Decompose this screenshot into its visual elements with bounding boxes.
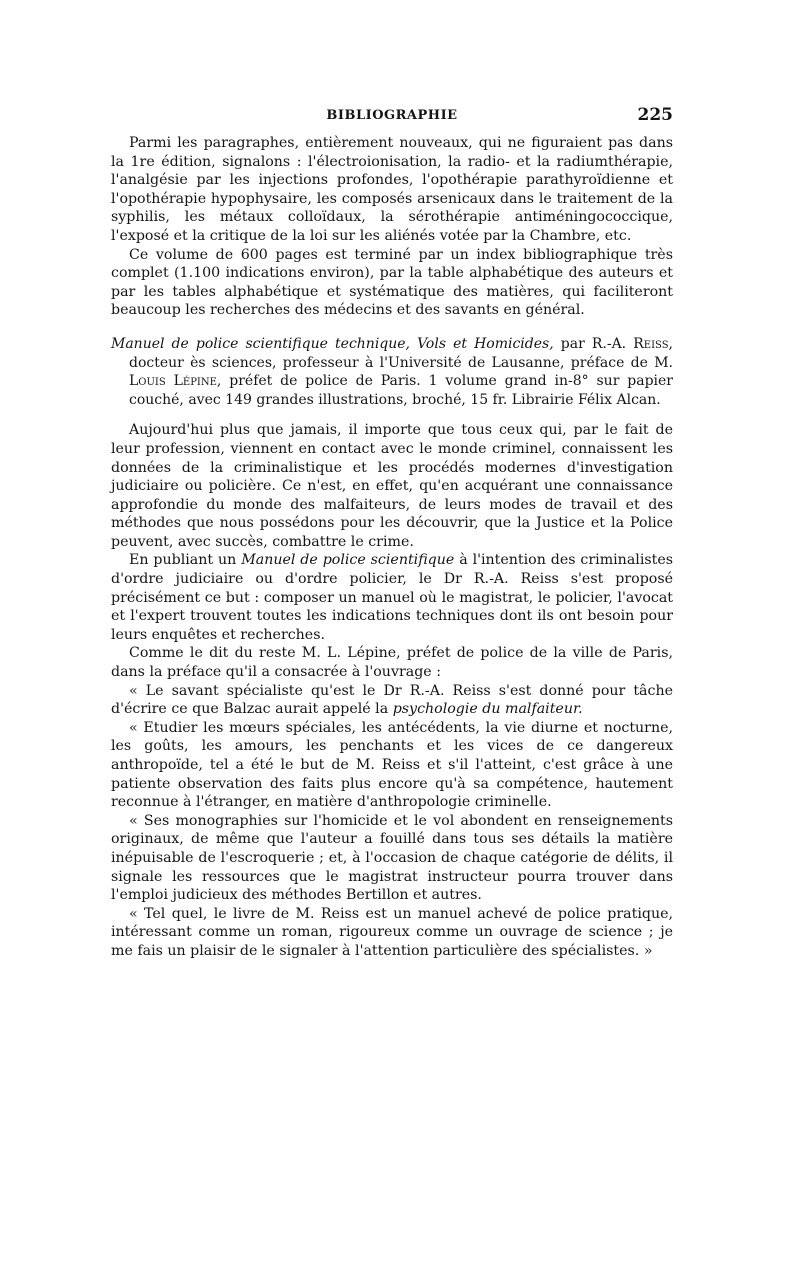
entry-author-prefix: par R.-A. [560, 335, 627, 352]
review-p2-intro: En publiant un [129, 552, 237, 569]
review-paragraph-7: « Tel quel, le livre de M. Reiss est un manuel achevé de police pratique, intéressant comme un roman, rigoureux comme un ouvrage de science ; je me fais un plaisir de le signaler à l'attention particulière des spécialistes. » [111, 905, 673, 959]
review-paragraph-2 [111, 551, 673, 644]
entry-author-name: Reiss, [633, 335, 674, 352]
review-paragraph-4 [111, 682, 673, 719]
review-p4-title: psychologie du malfaiteur. [392, 701, 583, 718]
paragraph-volume-index: Ce volume de 600 pages est terminé par un index bibliographique très complet (1.100 indications environ), par la table alphabétique des auteurs et par les tables alphabétique et systématique des matières, qui faciliteront beaucoup les recherches des médecins et des savants en général. [111, 246, 673, 319]
review-body [111, 421, 673, 960]
bibliographic-entry [111, 335, 673, 409]
paragraph-new-sections: Parmi les paragraphes, entièrement nouveaux, qui ne figuraient pas dans la 1re édition, signalons : l'électroionisation, la radio- et la radiumthérapie, l'analgésie par les injections profondes, l'opothérapie parathyroïdienne et l'opothérapie hypophysaire, les composés arsenicaux dans le traitement de la syphilis, les métaux colloïdaux, la sérothérapie antiméningococcique, l'exposé et la critique de la loi sur les aliénés votée par la Chambre, etc. [111, 135, 673, 244]
entry-preface-name: Louis Lépine, [129, 373, 222, 390]
review-paragraph-5: « Etudier les mœurs spéciales, les antécédents, la vie diurne et nocturne, les goûts, les amours, les penchants et les vices de ce dangereux anthropoïde, tel a été le but de M. Reiss et s'il l'atteint, c'est grâce à une patiente observation des faits plus encore qu'à sa compétence, hautement reconnue à l'étranger, en matière d'anthropologie criminelle. [111, 719, 673, 811]
entry-affiliation: docteur ès sciences, professeur à l'Université de Lausanne, préface de M. [129, 354, 673, 371]
review-paragraph-1: Aujourd'hui plus que jamais, il importe que tous ceux qui, par le fait de leur profession, viennent en contact avec le monde criminel, connaissent les données de la criminalistique et les procédés modernes d'investigation judiciaire ou policière. Ce n'est, en effet, qu'en acquérant une connaissance approfondie du monde des malfaiteurs, de leurs modes de travail et des méthodes que nous possédons pour les découvrir, que la Justice et la Police peuvent, avec succès, combattre le crime. [111, 422, 673, 550]
review-p4-text: « Le savant spécialiste qu'est le Dr R.-A. Reiss s'est donné pour tâche d'écrire ce que Balzac aurait appelé la [111, 682, 673, 718]
book-page [111, 105, 674, 961]
running-head: BIBLIOGRAPHIE [326, 108, 458, 123]
review-p2-title: Manuel de police scientifique [241, 552, 455, 569]
review-paragraph-6: « Ses monographies sur l'homicide et le vol abondent en renseignements originaux, de même que l'auteur a fouillé dans tous ses détails la matière inépuisable de l'escroquerie ; et, à l'occasion de chaque catégorie de délits, il signale les ressources que le magistrat instructeur pourra trouver dans l'emploi judicieux des méthodes Bertillon et autres. [111, 812, 673, 904]
page-number: 225 [637, 105, 673, 125]
review-paragraph-3: Comme le dit du reste M. L. Lépine, préfet de police de la ville de Paris, dans la préface qu'il a consacrée à l'ouvrage : [111, 645, 673, 681]
review-p2-rest: à l'intention des criminalistes d'ordre judiciaire ou d'ordre policier, le Dr R.-A. Reiss s'est proposé précisément ce but : composer un manuel où le magistrat, le policier, l'avocat et l'expert trouvent toutes les indications techniques dont ils ont besoin pour leurs enquêtes et recherches. [111, 552, 674, 643]
entry-details: préfet de police de Paris. 1 volume grand in-8° sur papier couché, avec 149 grandes illustrations, broché, 15 fr. Librairie Félix Alcan. [129, 373, 673, 408]
entry-title: Manuel de police scientifique technique, Vols et Homicides, [111, 335, 554, 352]
page-header [111, 105, 673, 134]
